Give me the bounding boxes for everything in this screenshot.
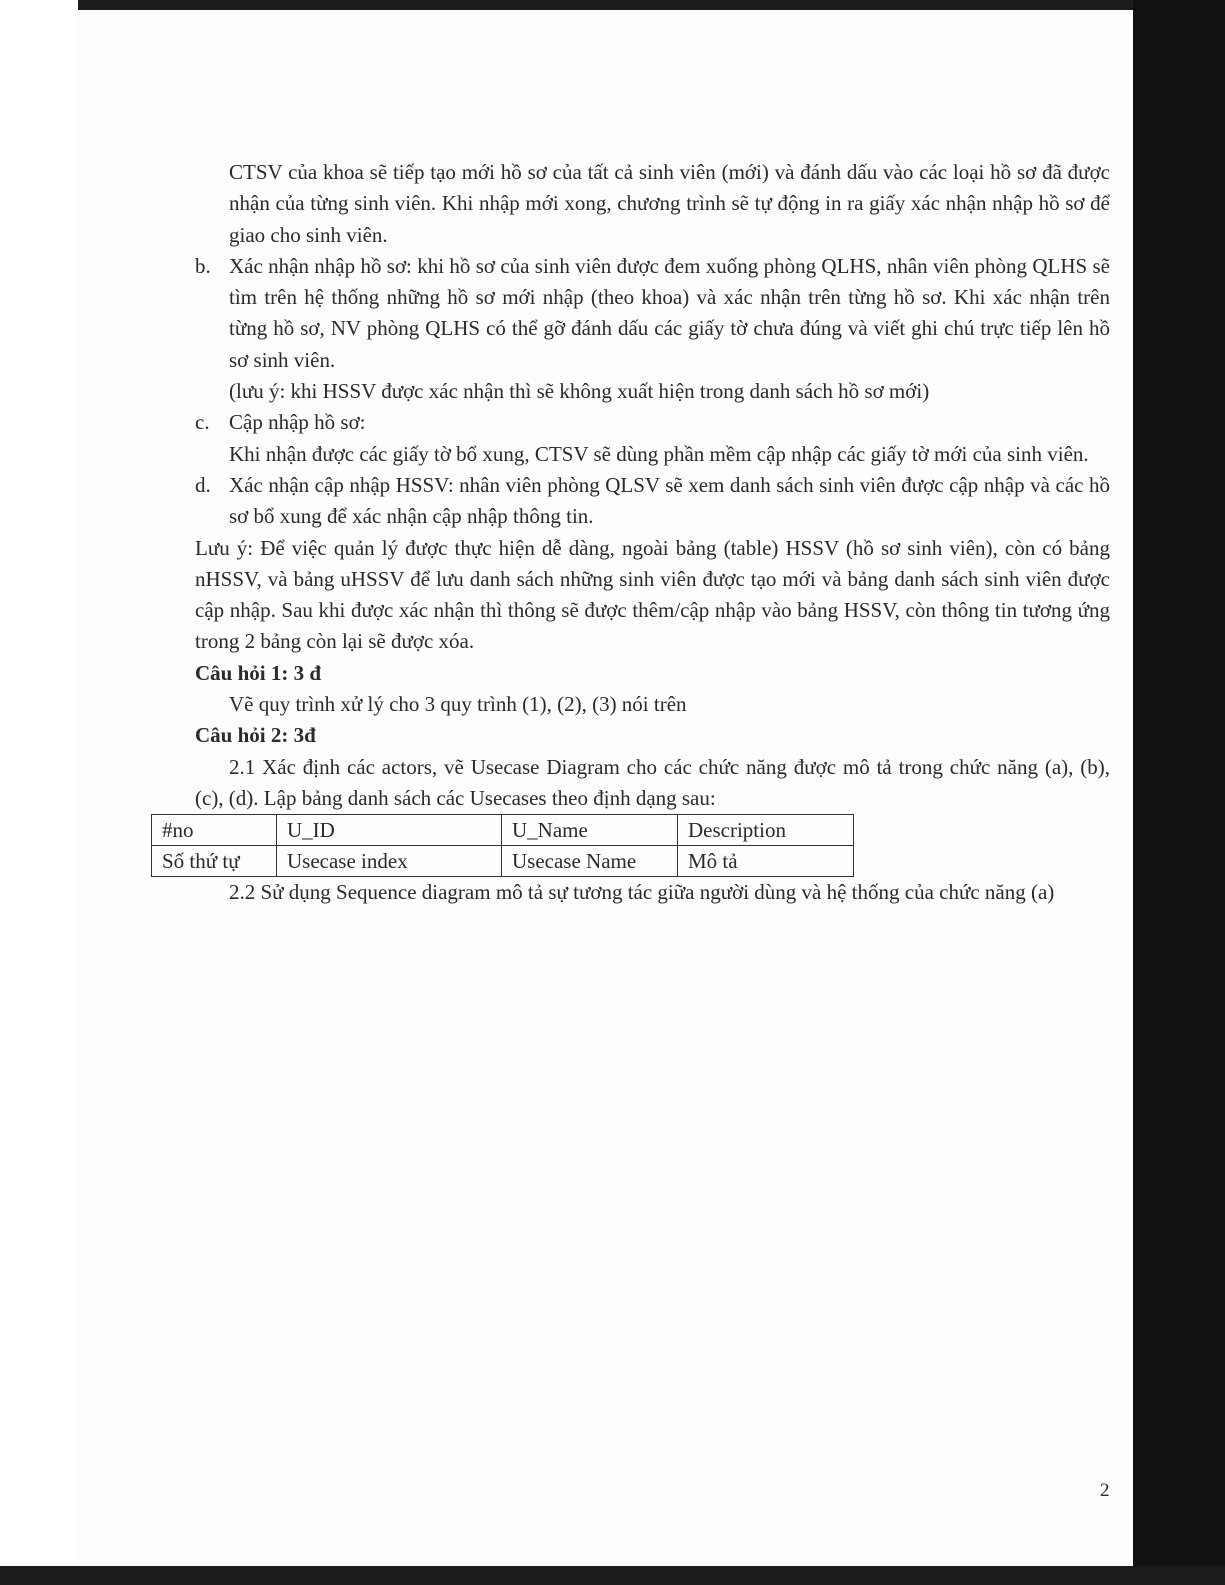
page-number: 2: [1100, 1480, 1110, 1501]
list-item-d: [195, 470, 1110, 533]
scan-left-margin: [0, 0, 78, 1566]
question-2-1-text: 2.1 Xác định các actors, vẽ Usecase Diagram cho các chức năng được mô tả trong chức năng (a), (b), (c), (d). Lập bảng danh sách các Usecases theo định dạng sau:: [195, 754, 1110, 810]
note-paragraph: Lưu ý: Để việc quản lý được thực hiện dễ dàng, ngoài bảng (table) HSSV (hồ sơ sinh viên), còn có bảng nHSSV, và bảng uHSSV để lưu danh sách những sinh viên được tạo mới và bảng danh sách sinh viên được cập nhập. Sau khi được xác nhận thì thông sẽ được thêm/cập nhập vào bảng HSSV, còn thông tin tương ứng trong 2 bảng còn lại sẽ được xóa.: [195, 535, 1110, 654]
table-cell-uname: Usecase Name: [502, 846, 678, 877]
question-1-heading: Câu hỏi 1: 3 đ: [195, 660, 322, 685]
table-header-uname: U_Name: [502, 815, 678, 846]
scan-top-edge: [78, 0, 1135, 10]
table-header-row: [152, 815, 854, 846]
list-item-c-text: Khi nhận được các giấy tờ bổ xung, CTSV sẽ dùng phần mềm cập nhập các giấy tờ mới của sinh viên.: [229, 441, 1089, 466]
item-a-continuation: CTSV của khoa sẽ tiếp tạo mới hồ sơ của tất cả sinh viên (mới) và đánh dấu vào các loại hồ sơ đã được nhận của từng sinh viên. Khi nhập mới xong, chương trình sẽ tự động in ra giấy xác nhận nhập hồ sơ để giao cho sinh viên.: [229, 160, 1110, 247]
list-item-c-title: Cập nhập hồ sơ:: [229, 410, 366, 435]
list-item-b: [195, 251, 1110, 407]
usecase-format-table: [151, 814, 854, 877]
list-marker-b: b.: [195, 253, 211, 278]
list-marker-d: d.: [195, 472, 211, 497]
list-item-b-note: (lưu ý: khi HSSV được xác nhận thì sẽ không xuất hiện trong danh sách hồ sơ mới): [229, 379, 930, 404]
table-header-no: #no: [152, 815, 277, 846]
list-item-c: [195, 407, 1110, 470]
document-content: [162, 157, 1110, 909]
question-1-text: Vẽ quy trình xử lý cho 3 quy trình (1), (2), (3) nói trên: [229, 692, 687, 717]
table-cell-no: Số thứ tự: [152, 846, 277, 877]
question-2-heading: Câu hỏi 2: 3đ: [195, 723, 316, 748]
question-2-2-text: 2.2 Sử dụng Sequence diagram mô tả sự tương tác giữa người dùng và hệ thống của chức năng (a): [229, 880, 1055, 905]
table-cell-uid: Usecase index: [277, 846, 502, 877]
list-marker-c: c.: [195, 410, 210, 435]
list-item-b-text: Xác nhận nhập hồ sơ: khi hồ sơ của sinh viên được đem xuống phòng QLHS, nhân viên phòng QLHS sẽ tìm trên hệ thống những hồ sơ mới nhập (theo khoa) và xác nhận trên từng hồ sơ. Khi xác nhận trên từng hồ sơ, NV phòng QLHS có thể gỡ đánh dấu các giấy tờ chưa đúng và viết ghi chú trực tiếp lên hồ sơ sinh viên.: [229, 253, 1110, 372]
table-row: [152, 846, 854, 877]
scan-bottom-edge: [0, 1566, 1225, 1585]
table-header-description: Description: [678, 815, 854, 846]
list-item-d-text: Xác nhận cập nhập HSSV: nhân viên phòng QLSV sẽ xem danh sách sinh viên được cập nhập và các hồ sơ bổ xung để xác nhận cập nhập thông tin.: [229, 472, 1110, 529]
scan-right-edge: [1133, 0, 1225, 1566]
table-cell-description: Mô tả: [678, 846, 854, 877]
table-header-uid: U_ID: [277, 815, 502, 846]
